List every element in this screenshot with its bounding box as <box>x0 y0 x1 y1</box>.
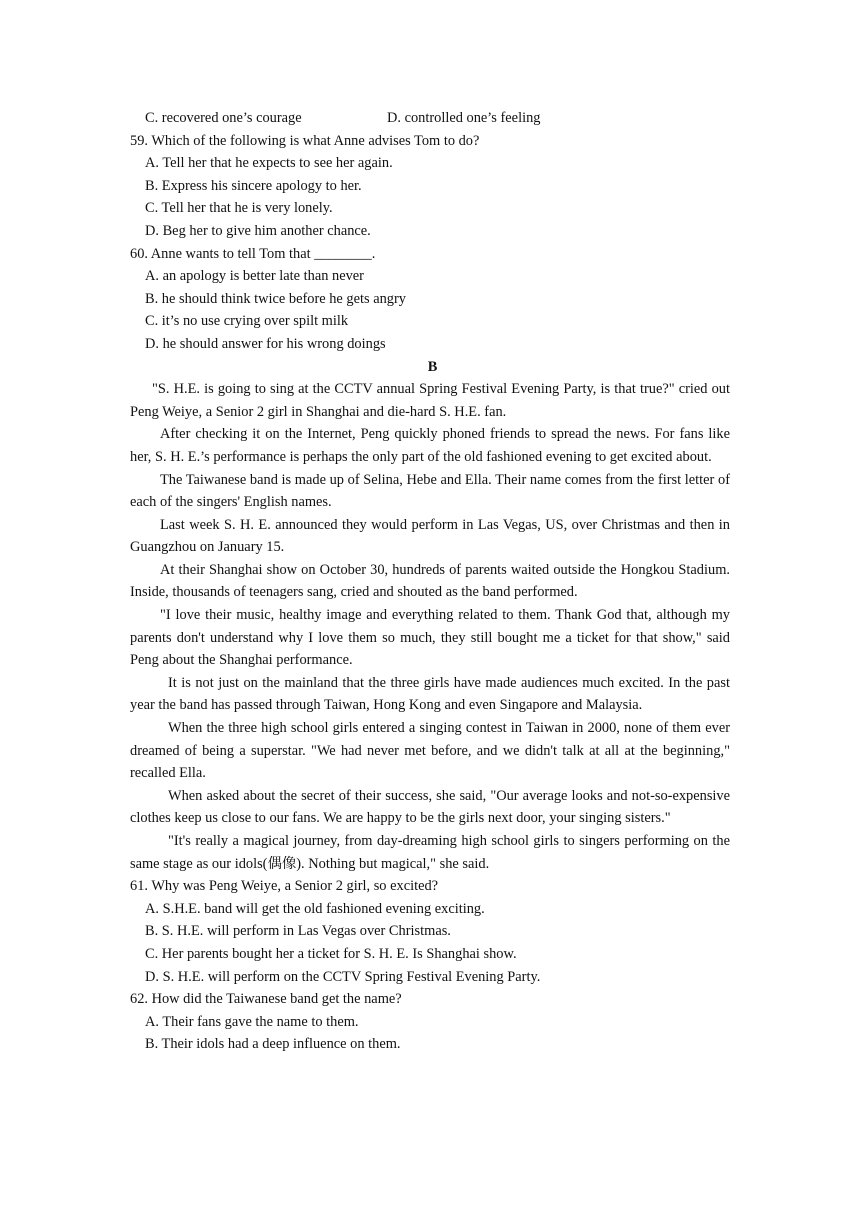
q59-option-b: B. Express his sincere apology to her. <box>145 177 362 194</box>
q61-stem: 61. Why was Peng Weiye, a Senior 2 girl, so excited? <box>130 878 439 895</box>
q61-option-c: C. Her parents bought her a ticket for S. H. E. Is Shanghai show. <box>145 945 517 962</box>
q59-option-c: C. Tell her that he is very lonely. <box>145 200 333 217</box>
passage-paragraph-8: When the three high school girls entered a singing contest in Taiwan in 2000, none of them ever dreamed of being a superstar. "We had never met before, and we didn't talk at all at the beginning," recalled Ella. <box>130 720 730 782</box>
passage-paragraph-7: It is not just on the mainland that the three girls have made audiences much excited. In the past year the band has passed through Taiwan, Hong Kong and even Singapore and Malaysia. <box>130 674 730 714</box>
q60-option-d: D. he should answer for his wrong doings <box>145 335 386 352</box>
section-b-heading: B <box>427 358 438 375</box>
q59-option-a: A. Tell her that he expects to see her again. <box>145 155 393 172</box>
passage-paragraph-2: After checking it on the Internet, Peng quickly phoned friends to spread the news. For fans like her, S. H. E.’s performance is perhaps the only part of the old fashioned evening to get excited about. <box>130 426 730 465</box>
q58-options-row <box>130 107 730 130</box>
q61-option-b: B. S. H.E. will perform in Las Vegas over Christmas. <box>145 923 451 940</box>
q60-stem: 60. Anne wants to tell Tom that ________. <box>130 245 376 262</box>
q60-option-b: B. he should think twice before he gets angry <box>145 290 406 307</box>
q60-option-a: A. an apology is better late than never <box>145 268 364 285</box>
q60-option-c: C. it’s no use crying over spilt milk <box>145 313 349 330</box>
passage-paragraph-6: "I love their music, healthy image and everything related to them. Thank God that, although my parents don't understand why I love them so much, they still bought me a ticket for that show," said Peng about the Shanghai performance. <box>130 607 730 669</box>
passage-paragraph-10: "It's really a magical journey, from day-dreaming high school girls to singers performing on the same stage as our idols(偶像). Nothing but magical," she said. <box>130 833 730 872</box>
passage-paragraph-3: The Taiwanese band is made up of Selina, Hebe and Ella. Their name comes from the first letter of each of the singers' English names. <box>130 471 730 511</box>
document-page <box>130 107 730 1056</box>
passage-paragraph-5: At their Shanghai show on October 30, hundreds of parents waited outside the Hongkou Stadium. Inside, thousands of teenagers sang, cried and shouted as the band performed. <box>130 561 730 601</box>
q62-option-a: A. Their fans gave the name to them. <box>145 1013 359 1030</box>
passage-paragraph-1: "S. H.E. is going to sing at the CCTV annual Spring Festival Evening Party, is that true?" cried out Peng Weiye, a Senior 2 girl in Shanghai and die-hard S. H.E. fan. <box>130 381 730 420</box>
passage-paragraph-9: When asked about the secret of their success, she said, "Our average looks and not-so-expensive clothes keep us close to our fans. We are happy to be the girls next door, your singing sisters." <box>130 787 730 827</box>
q62-stem: 62. How did the Taiwanese band get the name? <box>130 991 402 1008</box>
passage-paragraph-4: Last week S. H. E. announced they would perform in Las Vegas, US, over Christmas and then in Guangzhou on January 15. <box>130 516 730 556</box>
q58-option-d: D. controlled one’s feeling <box>387 110 541 126</box>
q59-option-d: D. Beg her to give him another chance. <box>145 222 371 239</box>
q62-option-b: B. Their idols had a deep influence on them. <box>145 1036 401 1053</box>
q58-option-c: C. recovered one’s courage <box>145 110 302 126</box>
q61-option-a: A. S.H.E. band will get the old fashioned evening exciting. <box>145 900 485 917</box>
q61-option-d: D. S. H.E. will perform on the CCTV Spring Festival Evening Party. <box>145 968 541 985</box>
q59-stem: 59. Which of the following is what Anne advises Tom to do? <box>130 132 480 149</box>
